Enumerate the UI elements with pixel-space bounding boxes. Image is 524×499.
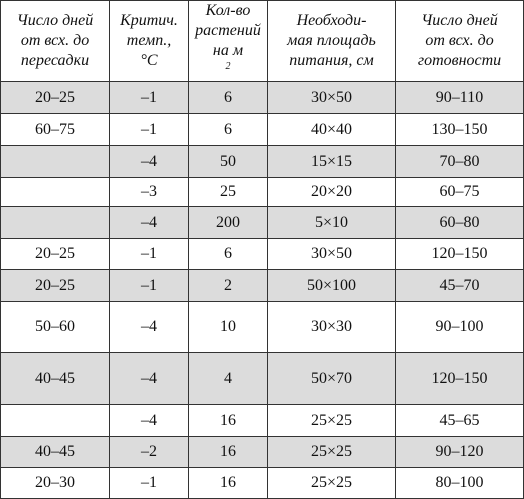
critical-temp-cell: –4 bbox=[110, 207, 189, 239]
feeding-area-cell: 20×20 bbox=[268, 178, 396, 207]
table-row bbox=[1, 114, 524, 146]
critical-temp-cell: –1 bbox=[110, 239, 189, 270]
feeding-area-cell: 25×25 bbox=[268, 437, 396, 468]
critical-temp-cell: –2 bbox=[110, 437, 189, 468]
table-row bbox=[1, 146, 524, 178]
header-row bbox=[1, 1, 524, 82]
header-critical-temp: Критич. темп., °C bbox=[110, 1, 189, 82]
critical-temp-cell: –1 bbox=[110, 82, 189, 114]
feeding-area-cell: 5×10 bbox=[268, 207, 396, 239]
days-to-ready-cell: 45–65 bbox=[396, 405, 524, 437]
feeding-area-cell: 50×70 bbox=[268, 353, 396, 405]
days-to-ready-cell: 120–150 bbox=[396, 353, 524, 405]
table-row bbox=[1, 302, 524, 353]
plants-per-m2-cell: 10 bbox=[189, 302, 268, 353]
critical-temp-cell: –4 bbox=[110, 405, 189, 437]
days-to-transplant-cell: 60–75 bbox=[1, 114, 110, 146]
days-to-ready-cell: 130–150 bbox=[396, 114, 524, 146]
header-days-to-ready: Число дней от всх. до готовности bbox=[396, 1, 524, 82]
table-row bbox=[1, 270, 524, 302]
days-to-transplant-cell: 20–25 bbox=[1, 82, 110, 114]
critical-temp-cell: –3 bbox=[110, 178, 189, 207]
days-to-ready-cell: 120–150 bbox=[396, 239, 524, 270]
days-to-transplant-cell: 20–25 bbox=[1, 239, 110, 270]
feeding-area-cell: 25×25 bbox=[268, 468, 396, 499]
plants-per-m2-cell: 2 bbox=[189, 270, 268, 302]
critical-temp-cell: –4 bbox=[110, 302, 189, 353]
feeding-area-cell: 25×25 bbox=[268, 405, 396, 437]
feeding-area-cell: 40×40 bbox=[268, 114, 396, 146]
table-row bbox=[1, 82, 524, 114]
feeding-area-cell: 50×100 bbox=[268, 270, 396, 302]
table-row bbox=[1, 178, 524, 207]
days-to-transplant-cell bbox=[1, 405, 110, 437]
feeding-area-cell: 15×15 bbox=[268, 146, 396, 178]
days-to-ready-cell: 80–100 bbox=[396, 468, 524, 499]
table-row bbox=[1, 437, 524, 468]
plants-per-m2-cell: 16 bbox=[189, 405, 268, 437]
table-row bbox=[1, 468, 524, 499]
days-to-transplant-cell bbox=[1, 178, 110, 207]
critical-temp-cell: –4 bbox=[110, 146, 189, 178]
plants-per-m2-cell: 16 bbox=[189, 468, 268, 499]
days-to-ready-cell: 70–80 bbox=[396, 146, 524, 178]
plants-per-m2-cell: 6 bbox=[189, 239, 268, 270]
feeding-area-cell: 30×50 bbox=[268, 239, 396, 270]
plants-per-m2-cell: 6 bbox=[189, 82, 268, 114]
plants-per-m2-cell: 4 bbox=[189, 353, 268, 405]
days-to-ready-cell: 60–80 bbox=[396, 207, 524, 239]
plants-per-m2-cell: 6 bbox=[189, 114, 268, 146]
critical-temp-cell: –1 bbox=[110, 270, 189, 302]
table-row bbox=[1, 353, 524, 405]
header-plants-per-m2: Кол-во растений на м $^2$ bbox=[189, 1, 268, 82]
days-to-transplant-cell: 20–30 bbox=[1, 468, 110, 499]
table-row bbox=[1, 207, 524, 239]
days-to-transplant-cell: 20–25 bbox=[1, 270, 110, 302]
header-days-to-transplant: Число дней от всх. до пересадки bbox=[1, 1, 110, 82]
days-to-ready-cell: 45–70 bbox=[396, 270, 524, 302]
header-feeding-area: Необходи- мая площадь питания, см bbox=[268, 1, 396, 82]
days-to-ready-cell: 90–110 bbox=[396, 82, 524, 114]
table-row bbox=[1, 405, 524, 437]
days-to-ready-cell: 90–120 bbox=[396, 437, 524, 468]
days-to-transplant-cell: 40–45 bbox=[1, 353, 110, 405]
critical-temp-cell: –1 bbox=[110, 114, 189, 146]
days-to-transplant-cell bbox=[1, 207, 110, 239]
days-to-transplant-cell: 40–45 bbox=[1, 437, 110, 468]
critical-temp-cell: –4 bbox=[110, 353, 189, 405]
days-to-transplant-cell: 50–60 bbox=[1, 302, 110, 353]
days-to-ready-cell: 60–75 bbox=[396, 178, 524, 207]
plants-per-m2-cell: 50 bbox=[189, 146, 268, 178]
plants-per-m2-cell: 25 bbox=[189, 178, 268, 207]
plants-per-m2-cell: 16 bbox=[189, 437, 268, 468]
days-to-transplant-cell bbox=[1, 146, 110, 178]
plants-per-m2-cell: 200 bbox=[189, 207, 268, 239]
table-row bbox=[1, 239, 524, 270]
feeding-area-cell: 30×50 bbox=[268, 82, 396, 114]
feeding-area-cell: 30×30 bbox=[268, 302, 396, 353]
critical-temp-cell: –1 bbox=[110, 468, 189, 499]
days-to-ready-cell: 90–100 bbox=[396, 302, 524, 353]
